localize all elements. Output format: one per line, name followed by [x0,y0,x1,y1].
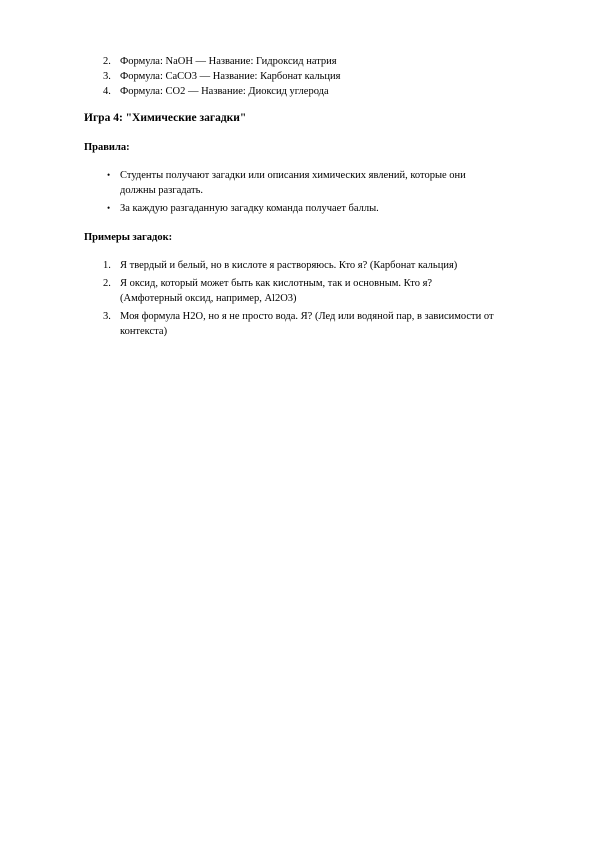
bullet-icon: • [107,203,111,213]
formula-list [84,54,554,99]
list-item [84,201,554,216]
list-item-number: 3. [103,311,111,322]
list-item-number: 3. [103,71,111,82]
list-item-number: 1. [103,260,111,271]
document-content [84,54,554,342]
list-item [84,69,554,84]
list-item [84,276,554,306]
list-item-number: 2. [103,278,111,289]
list-item [84,258,554,273]
game-title: Игра 4: "Химические загадки" [84,112,247,124]
list-item-text: (Амфотерный оксид, например, Al2O3) [120,293,297,304]
examples-list [84,258,554,339]
list-item-text: За каждую разгаданную загадку команда получает баллы. [120,203,379,214]
list-item [84,54,554,69]
list-item [84,84,554,99]
list-item-text: должны разгадать. [120,185,204,196]
list-item-text: Формула: NaOH — Название: Гидроксид натрия [120,56,337,67]
list-item-text: контекста) [120,326,168,337]
list-item-text: Формула: CaCO3 — Название: Карбонат кальция [120,71,341,82]
list-item-text: Моя формула H2O, но я не просто вода. Я? (Лед или водяной пар, в зависимости от [120,311,494,322]
bullet-icon: • [107,170,111,180]
list-item-text: Студенты получают загадки или описания химических явлений, которые они [120,170,466,181]
examples-heading: Примеры загадок: [84,232,173,243]
list-item [84,309,554,339]
list-item-text: Формула: CO2 — Название: Диоксид углерода [120,86,329,97]
rules-list [84,168,554,216]
list-item-text: Я твердый и белый, но в кислоте я растворяюсь. Кто я? (Карбонат кальция) [120,260,458,271]
list-item-text: Я оксид, который может быть как кислотным, так и основным. Кто я? [120,278,433,289]
list-item-number: 2. [103,56,111,67]
list-item [84,168,554,198]
list-item-number: 4. [103,86,111,97]
rules-heading: Правила: [84,142,130,153]
